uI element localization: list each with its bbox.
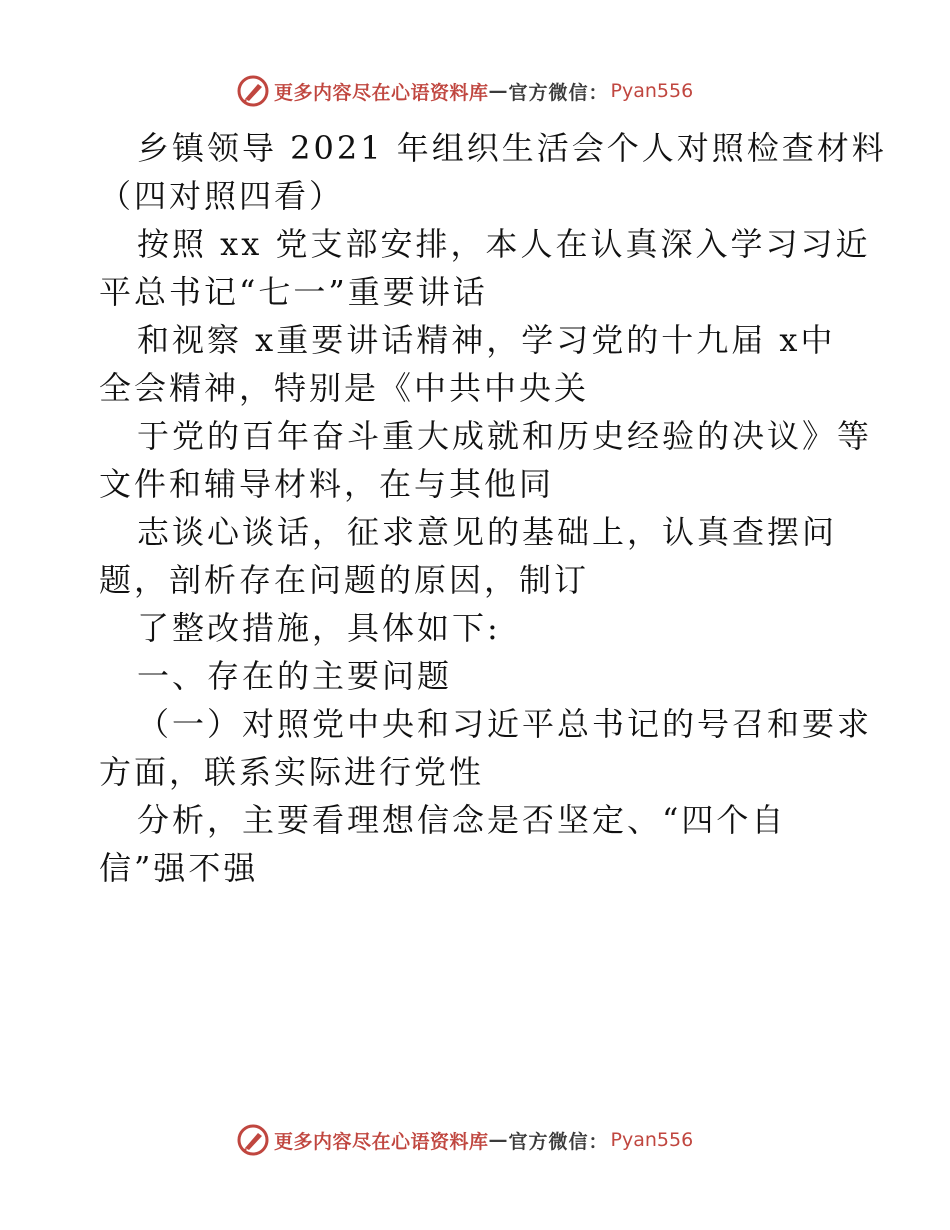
doc-title-line-2: （四对照四看） [99,177,345,215]
paragraph-line: 全会精神，特别是《中共中央关 [99,369,590,407]
header-watermark [236,73,693,109]
paragraph-line: 了整改措施，具体如下: [137,609,501,647]
subsection-heading: （一）对照党中央和习近平总书记的号召和要求 [137,705,873,743]
section-heading: 一、存在的主要问题 [137,657,453,695]
paragraph-line: 志谈心谈话，征求意见的基础上，认真查摆问 [137,513,838,551]
pen-logo-icon [236,74,270,108]
paragraph-line: 和视察 x重要讲话精神，学习党的十九届 x中 [137,321,836,359]
watermark-separator: — [488,1129,509,1151]
paragraph-line: 按照 xx 党支部安排，本人在认真深入学习习近 [137,225,871,263]
watermark-wechat-id: Pyan556 [610,1129,694,1151]
document-body [99,124,887,892]
paragraph-line: 信”强不强 [99,849,259,887]
paragraph-line: 平总书记“七一”重要讲话 [99,273,488,311]
paragraph-line: 题，剖析存在问题的原因，制订 [99,561,590,599]
watermark-contact-text: 官方微信： [508,1130,609,1153]
paragraph-line: 文件和辅导材料，在与其他同 [99,465,555,503]
watermark-wechat-id: Pyan556 [610,80,694,102]
pen-logo-icon [236,1123,270,1157]
paragraph-line: 于党的百年奋斗重大成就和历史经验的决议》等 [137,417,873,455]
footer-watermark [236,1122,693,1158]
paragraph-line: 方面，联系实际进行党性 [99,753,485,791]
paragraph-line: 分析，主要看理想信念是否坚定、“四个自 [137,801,787,839]
watermark-contact-text: 官方微信： [508,81,609,104]
watermark-separator: — [488,80,509,102]
doc-title-line-1: 乡镇领导 2021 年组织生活会个人对照检查材料 [137,129,887,167]
watermark-main-text: 更多内容尽在心语资料库 [274,1130,489,1153]
watermark-main-text: 更多内容尽在心语资料库 [274,81,489,104]
